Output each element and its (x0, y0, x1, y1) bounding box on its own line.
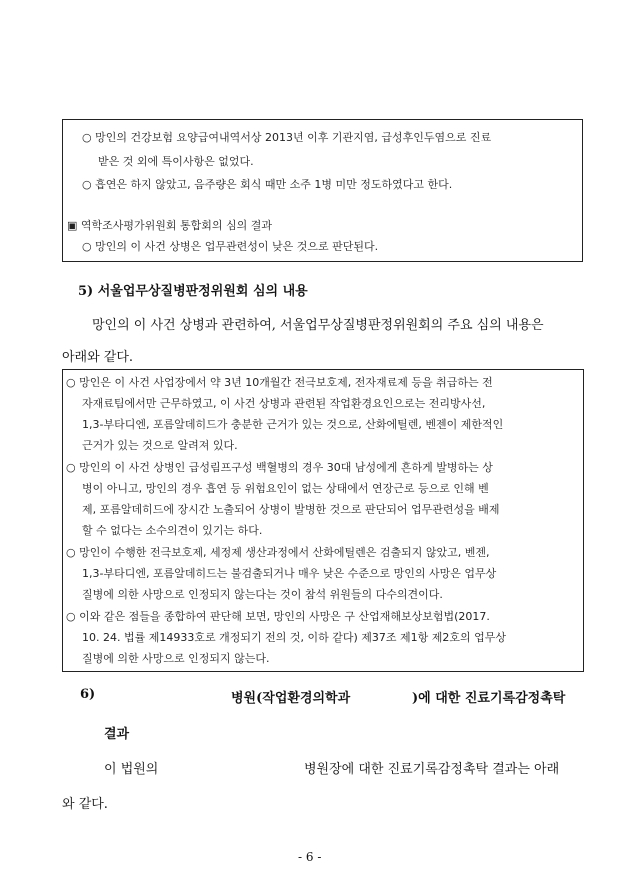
box1-line-1: ○ 망인의 건강보험 요양급여내역서상 2013년 이후 기관지염, 급성후인두염으로 진료 (82, 131, 492, 144)
section-6-number: 6) (80, 687, 96, 702)
section-6-title-part-b: )에 대한 진료기록감정촉탁 (412, 691, 566, 706)
box2-line-6: 병이 아니고, 망인의 경우 흡연 등 위험요인이 없는 상태에서 연장근로 등으로 인해 벤 (82, 482, 489, 495)
box2-line-7: 제, 포름알데히드에 장시간 노출되어 상병이 발병한 것으로 판단되어 업무관련성을 배제 (82, 503, 500, 516)
committee-opinion-box (62, 369, 584, 672)
box2-line-8: 할 수 없다는 소수의견이 있기는 하다. (82, 524, 263, 537)
box2-line-10: 1,3-부타디엔, 포름알데히드는 불검출되거나 매우 낮은 수준으로 망인의 사망은 업무상 (82, 567, 497, 580)
box2-line-13: 10. 24. 법률 제14933호로 개정되기 전의 것, 이하 같다) 제37조 제1항 제2호의 업무상 (82, 631, 506, 644)
box2-line-14: 질병에 의한 사망으로 인정되지 않는다. (82, 652, 270, 665)
box2-line-3: 1,3-부타디엔, 포름알데히드가 충분한 근거가 있는 것으로, 산화에틸렌, 벤젠이 제한적인 (82, 418, 504, 431)
box1-line-3: ○ 흡연은 하지 않았고, 음주량은 회식 때만 소주 1병 미만 정도하였다고 한다. (82, 178, 453, 191)
section-6-title-part-c: 결과 (104, 727, 130, 742)
box2-line-11: 질병에 의한 사망으로 인정되지 않는다는 것이 참석 위원들의 다수의견이다. (82, 588, 443, 601)
box1-line-4: ▣ 역학조사평가위원회 통합회의 심의 결과 (67, 219, 273, 232)
section-5-paragraph-line-1: 망인의 이 사건 상병과 관련하여, 서울업무상질병판정위원회의 주요 심의 내용은 (92, 318, 544, 333)
section-6-paragraph-line-2: 와 같다. (62, 797, 108, 812)
section-6-title-part-a: 병원(작업환경의학과 (231, 691, 351, 706)
box2-line-1: ○ 망인은 이 사건 사업장에서 약 3년 10개월간 전극보호제, 전자재료제 등을 취급하는 전 (66, 376, 493, 389)
box2-line-9: ○ 망인이 수행한 전극보호제, 세정제 생산과정에서 산화에틸렌은 검출되지 않았고, 벤젠, (66, 546, 490, 559)
box2-line-12: ○ 이와 같은 점들을 종합하여 판단해 보면, 망인의 사망은 구 산업재해보상보험법(2017. (66, 610, 490, 623)
section-6-paragraph-line-1a: 이 법원의 (104, 762, 159, 777)
box2-line-5: ○ 망인의 이 사건 상병인 급성림프구성 백혈병의 경우 30대 남성에게 흔하게 발병하는 상 (66, 461, 493, 474)
section-5-paragraph-line-2: 아래와 같다. (62, 350, 134, 365)
box2-line-2: 자재료팀에서만 근무하였고, 이 사건 상병과 관련된 작업환경요인으로는 전리방사선, (82, 397, 486, 410)
section-6-paragraph-line-1b: 병원장에 대한 진료기록감정촉탁 결과는 아래 (304, 762, 560, 777)
box2-line-4: 근거가 있는 것으로 알려져 있다. (82, 439, 238, 452)
box1-line-2: 받은 것 외에 특이사항은 없었다. (98, 155, 254, 168)
section-5-heading: 5) 서울업무상질병판정위원회 심의 내용 (78, 284, 308, 299)
page-number: - 6 - (298, 850, 322, 864)
box1-line-5: ○ 망인의 이 사건 상병은 업무관련성이 낮은 것으로 판단된다. (82, 240, 379, 253)
